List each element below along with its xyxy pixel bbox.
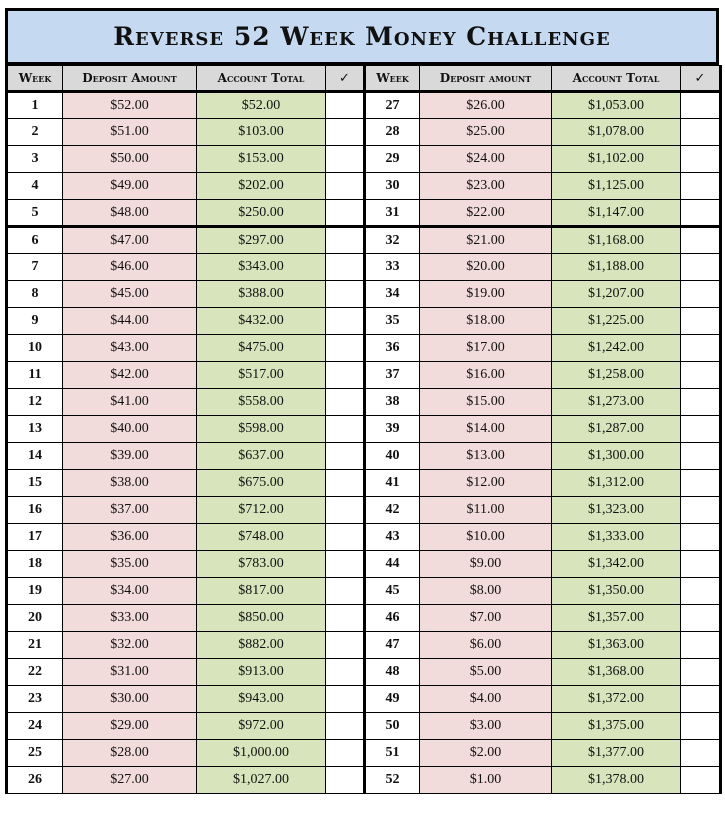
account-total-cell: $1,147.00 xyxy=(552,200,681,227)
account-total-cell: $1,027.00 xyxy=(197,767,326,794)
check-cell[interactable] xyxy=(326,119,365,146)
check-cell[interactable] xyxy=(326,281,365,308)
check-cell[interactable] xyxy=(326,740,365,767)
check-cell[interactable] xyxy=(681,551,721,578)
deposit-cell: $45.00 xyxy=(63,281,197,308)
check-cell[interactable] xyxy=(326,254,365,281)
table-row xyxy=(7,335,721,362)
week-cell: 52 xyxy=(365,767,420,794)
account-total-cell: $637.00 xyxy=(197,443,326,470)
deposit-cell: $28.00 xyxy=(63,740,197,767)
account-total-cell: $1,207.00 xyxy=(552,281,681,308)
account-total-cell: $1,363.00 xyxy=(552,632,681,659)
account-total-cell: $1,378.00 xyxy=(552,767,681,794)
deposit-cell: $46.00 xyxy=(63,254,197,281)
deposit-cell: $10.00 xyxy=(420,524,552,551)
table-row xyxy=(7,605,721,632)
deposit-cell: $33.00 xyxy=(63,605,197,632)
check-cell[interactable] xyxy=(681,686,721,713)
checkmark-icon: ✓ xyxy=(694,70,706,86)
deposit-cell: $36.00 xyxy=(63,524,197,551)
check-cell[interactable] xyxy=(681,254,721,281)
check-cell[interactable] xyxy=(326,686,365,713)
account-total-cell: $1,242.00 xyxy=(552,335,681,362)
deposit-cell: $27.00 xyxy=(63,767,197,794)
deposit-cell: $37.00 xyxy=(63,497,197,524)
deposit-cell: $1.00 xyxy=(420,767,552,794)
account-total-cell: $153.00 xyxy=(197,146,326,173)
week-cell: 32 xyxy=(365,227,420,254)
deposit-cell: $9.00 xyxy=(420,551,552,578)
check-cell[interactable] xyxy=(326,389,365,416)
account-total-cell: $1,000.00 xyxy=(197,740,326,767)
deposit-cell: $7.00 xyxy=(420,605,552,632)
account-total-cell: $882.00 xyxy=(197,632,326,659)
account-total-cell: $1,323.00 xyxy=(552,497,681,524)
deposit-cell: $6.00 xyxy=(420,632,552,659)
week-cell: 37 xyxy=(365,362,420,389)
week-cell: 42 xyxy=(365,497,420,524)
table-row xyxy=(7,497,721,524)
account-total-cell: $712.00 xyxy=(197,497,326,524)
deposit-cell: $22.00 xyxy=(420,200,552,227)
account-total-cell: $1,312.00 xyxy=(552,470,681,497)
check-cell[interactable] xyxy=(326,308,365,335)
account-total-cell: $250.00 xyxy=(197,200,326,227)
account-total-cell: $297.00 xyxy=(197,227,326,254)
deposit-cell: $5.00 xyxy=(420,659,552,686)
check-cell[interactable] xyxy=(681,173,721,200)
header-check-left xyxy=(326,66,365,92)
account-total-cell: $1,168.00 xyxy=(552,227,681,254)
account-total-cell: $1,225.00 xyxy=(552,308,681,335)
check-cell[interactable] xyxy=(326,551,365,578)
week-cell: 25 xyxy=(7,740,63,767)
deposit-cell: $20.00 xyxy=(420,254,552,281)
check-cell[interactable] xyxy=(326,524,365,551)
week-cell: 28 xyxy=(365,119,420,146)
deposit-cell: $47.00 xyxy=(63,227,197,254)
account-total-cell: $1,102.00 xyxy=(552,146,681,173)
deposit-cell: $51.00 xyxy=(63,119,197,146)
check-cell[interactable] xyxy=(326,497,365,524)
deposit-cell: $42.00 xyxy=(63,362,197,389)
check-cell[interactable] xyxy=(326,200,365,227)
week-cell: 16 xyxy=(7,497,63,524)
check-cell[interactable] xyxy=(681,281,721,308)
check-cell[interactable] xyxy=(681,389,721,416)
check-cell[interactable] xyxy=(681,119,721,146)
week-cell: 33 xyxy=(365,254,420,281)
deposit-cell: $44.00 xyxy=(63,308,197,335)
account-total-cell: $913.00 xyxy=(197,659,326,686)
deposit-cell: $19.00 xyxy=(420,281,552,308)
week-cell: 9 xyxy=(7,308,63,335)
check-cell[interactable] xyxy=(681,335,721,362)
week-cell: 51 xyxy=(365,740,420,767)
week-cell: 2 xyxy=(7,119,63,146)
deposit-cell: $12.00 xyxy=(420,470,552,497)
deposit-cell: $23.00 xyxy=(420,173,552,200)
week-cell: 14 xyxy=(7,443,63,470)
week-cell: 12 xyxy=(7,389,63,416)
deposit-cell: $32.00 xyxy=(63,632,197,659)
header-total-right: Account Total xyxy=(552,66,681,92)
table-row xyxy=(7,416,721,443)
table-row xyxy=(7,146,721,173)
deposit-cell: $3.00 xyxy=(420,713,552,740)
deposit-cell: $2.00 xyxy=(420,740,552,767)
table-row xyxy=(7,443,721,470)
deposit-cell: $29.00 xyxy=(63,713,197,740)
table-row xyxy=(7,713,721,740)
week-cell: 50 xyxy=(365,713,420,740)
account-total-cell: $103.00 xyxy=(197,119,326,146)
account-total-cell: $1,078.00 xyxy=(552,119,681,146)
check-cell[interactable] xyxy=(326,713,365,740)
deposit-cell: $8.00 xyxy=(420,578,552,605)
header-row xyxy=(7,66,721,92)
account-total-cell: $517.00 xyxy=(197,362,326,389)
check-cell[interactable] xyxy=(326,227,365,254)
account-total-cell: $388.00 xyxy=(197,281,326,308)
check-cell[interactable] xyxy=(681,416,721,443)
table-row xyxy=(7,632,721,659)
deposit-cell: $40.00 xyxy=(63,416,197,443)
deposit-cell: $35.00 xyxy=(63,551,197,578)
deposit-cell: $38.00 xyxy=(63,470,197,497)
account-total-cell: $1,377.00 xyxy=(552,740,681,767)
account-total-cell: $1,300.00 xyxy=(552,443,681,470)
table-row xyxy=(7,659,721,686)
deposit-cell: $24.00 xyxy=(420,146,552,173)
checkmark-icon: ✓ xyxy=(339,70,350,86)
deposit-cell: $21.00 xyxy=(420,227,552,254)
deposit-cell: $49.00 xyxy=(63,173,197,200)
week-cell: 40 xyxy=(365,443,420,470)
table-row xyxy=(7,308,721,335)
header-week-right: Week xyxy=(365,66,420,92)
week-cell: 27 xyxy=(365,92,420,119)
week-cell: 29 xyxy=(365,146,420,173)
account-total-cell: $343.00 xyxy=(197,254,326,281)
check-cell[interactable] xyxy=(681,605,721,632)
week-cell: 49 xyxy=(365,686,420,713)
deposit-cell: $43.00 xyxy=(63,335,197,362)
account-total-cell: $1,188.00 xyxy=(552,254,681,281)
check-cell[interactable] xyxy=(681,200,721,227)
deposit-cell: $4.00 xyxy=(420,686,552,713)
check-cell[interactable] xyxy=(326,443,365,470)
account-total-cell: $817.00 xyxy=(197,578,326,605)
account-total-cell: $1,342.00 xyxy=(552,551,681,578)
table-row xyxy=(7,254,721,281)
account-total-cell: $598.00 xyxy=(197,416,326,443)
account-total-cell: $850.00 xyxy=(197,605,326,632)
check-cell[interactable] xyxy=(681,713,721,740)
account-total-cell: $475.00 xyxy=(197,335,326,362)
deposit-cell: $16.00 xyxy=(420,362,552,389)
check-cell[interactable] xyxy=(326,362,365,389)
table-row xyxy=(7,524,721,551)
check-cell[interactable] xyxy=(681,524,721,551)
check-cell[interactable] xyxy=(326,146,365,173)
account-total-cell: $1,258.00 xyxy=(552,362,681,389)
deposit-cell: $11.00 xyxy=(420,497,552,524)
deposit-cell: $13.00 xyxy=(420,443,552,470)
deposit-cell: $48.00 xyxy=(63,200,197,227)
table-row xyxy=(7,389,721,416)
table-row xyxy=(7,92,721,119)
week-cell: 46 xyxy=(365,605,420,632)
page-title: Reverse 52 Week Money Challenge xyxy=(113,22,611,51)
week-cell: 17 xyxy=(7,524,63,551)
account-total-cell: $748.00 xyxy=(197,524,326,551)
week-cell: 4 xyxy=(7,173,63,200)
deposit-cell: $31.00 xyxy=(63,659,197,686)
check-cell[interactable] xyxy=(681,470,721,497)
week-cell: 13 xyxy=(7,416,63,443)
account-total-cell: $1,368.00 xyxy=(552,659,681,686)
check-cell[interactable] xyxy=(681,308,721,335)
deposit-cell: $30.00 xyxy=(63,686,197,713)
check-cell[interactable] xyxy=(326,767,365,794)
week-cell: 47 xyxy=(365,632,420,659)
week-cell: 34 xyxy=(365,281,420,308)
check-cell[interactable] xyxy=(681,632,721,659)
deposit-cell: $18.00 xyxy=(420,308,552,335)
week-cell: 24 xyxy=(7,713,63,740)
check-cell[interactable] xyxy=(326,605,365,632)
week-cell: 10 xyxy=(7,335,63,362)
table-row xyxy=(7,227,721,254)
table-row xyxy=(7,362,721,389)
week-cell: 8 xyxy=(7,281,63,308)
week-cell: 41 xyxy=(365,470,420,497)
week-cell: 11 xyxy=(7,362,63,389)
account-total-cell: $1,125.00 xyxy=(552,173,681,200)
week-cell: 48 xyxy=(365,659,420,686)
week-cell: 30 xyxy=(365,173,420,200)
check-cell[interactable] xyxy=(681,767,721,794)
deposit-cell: $15.00 xyxy=(420,389,552,416)
week-cell: 43 xyxy=(365,524,420,551)
week-cell: 35 xyxy=(365,308,420,335)
week-cell: 22 xyxy=(7,659,63,686)
check-cell[interactable] xyxy=(326,335,365,362)
check-cell[interactable] xyxy=(681,92,721,119)
account-total-cell: $783.00 xyxy=(197,551,326,578)
table-row xyxy=(7,470,721,497)
week-cell: 36 xyxy=(365,335,420,362)
header-deposit-right: Deposit amount xyxy=(420,66,552,92)
account-total-cell: $1,287.00 xyxy=(552,416,681,443)
check-cell[interactable] xyxy=(326,578,365,605)
deposit-cell: $26.00 xyxy=(420,92,552,119)
title-bar xyxy=(5,8,719,65)
week-cell: 23 xyxy=(7,686,63,713)
account-total-cell: $558.00 xyxy=(197,389,326,416)
header-total-left: Account Total xyxy=(197,66,326,92)
week-cell: 21 xyxy=(7,632,63,659)
deposit-cell: $34.00 xyxy=(63,578,197,605)
table-row xyxy=(7,578,721,605)
deposit-cell: $14.00 xyxy=(420,416,552,443)
week-cell: 20 xyxy=(7,605,63,632)
table-row xyxy=(7,281,721,308)
check-cell[interactable] xyxy=(681,578,721,605)
week-cell: 45 xyxy=(365,578,420,605)
week-cell: 19 xyxy=(7,578,63,605)
week-cell: 44 xyxy=(365,551,420,578)
week-cell: 5 xyxy=(7,200,63,227)
account-total-cell: $675.00 xyxy=(197,470,326,497)
table-row xyxy=(7,767,721,794)
week-cell: 15 xyxy=(7,470,63,497)
check-cell[interactable] xyxy=(681,659,721,686)
account-total-cell: $1,053.00 xyxy=(552,92,681,119)
account-total-cell: $1,333.00 xyxy=(552,524,681,551)
deposit-cell: $25.00 xyxy=(420,119,552,146)
deposit-cell: $39.00 xyxy=(63,443,197,470)
table-row xyxy=(7,740,721,767)
check-cell[interactable] xyxy=(326,173,365,200)
deposit-cell: $17.00 xyxy=(420,335,552,362)
deposit-cell: $50.00 xyxy=(63,146,197,173)
week-cell: 31 xyxy=(365,200,420,227)
check-cell[interactable] xyxy=(326,92,365,119)
account-total-cell: $1,372.00 xyxy=(552,686,681,713)
table-row xyxy=(7,119,721,146)
header-check-right xyxy=(681,66,721,92)
check-cell[interactable] xyxy=(681,362,721,389)
account-total-cell: $943.00 xyxy=(197,686,326,713)
challenge-table xyxy=(5,65,722,794)
week-cell: 6 xyxy=(7,227,63,254)
week-cell: 7 xyxy=(7,254,63,281)
table-row xyxy=(7,686,721,713)
table-row xyxy=(7,200,721,227)
account-total-cell: $1,350.00 xyxy=(552,578,681,605)
week-cell: 39 xyxy=(365,416,420,443)
account-total-cell: $202.00 xyxy=(197,173,326,200)
account-total-cell: $1,273.00 xyxy=(552,389,681,416)
check-cell[interactable] xyxy=(681,227,721,254)
check-cell[interactable] xyxy=(681,497,721,524)
check-cell[interactable] xyxy=(326,659,365,686)
week-cell: 38 xyxy=(365,389,420,416)
deposit-cell: $41.00 xyxy=(63,389,197,416)
table-row xyxy=(7,551,721,578)
week-cell: 26 xyxy=(7,767,63,794)
week-cell: 3 xyxy=(7,146,63,173)
account-total-cell: $1,357.00 xyxy=(552,605,681,632)
challenge-sheet xyxy=(5,8,719,794)
check-cell[interactable] xyxy=(681,740,721,767)
check-cell[interactable] xyxy=(326,416,365,443)
header-deposit-left: Deposit Amount xyxy=(63,66,197,92)
account-total-cell: $52.00 xyxy=(197,92,326,119)
week-cell: 1 xyxy=(7,92,63,119)
check-cell[interactable] xyxy=(326,632,365,659)
account-total-cell: $1,375.00 xyxy=(552,713,681,740)
account-total-cell: $972.00 xyxy=(197,713,326,740)
account-total-cell: $432.00 xyxy=(197,308,326,335)
table-row xyxy=(7,173,721,200)
deposit-cell: $52.00 xyxy=(63,92,197,119)
header-week-left: Week xyxy=(7,66,63,92)
check-cell[interactable] xyxy=(681,443,721,470)
check-cell[interactable] xyxy=(326,470,365,497)
week-cell: 18 xyxy=(7,551,63,578)
check-cell[interactable] xyxy=(681,146,721,173)
